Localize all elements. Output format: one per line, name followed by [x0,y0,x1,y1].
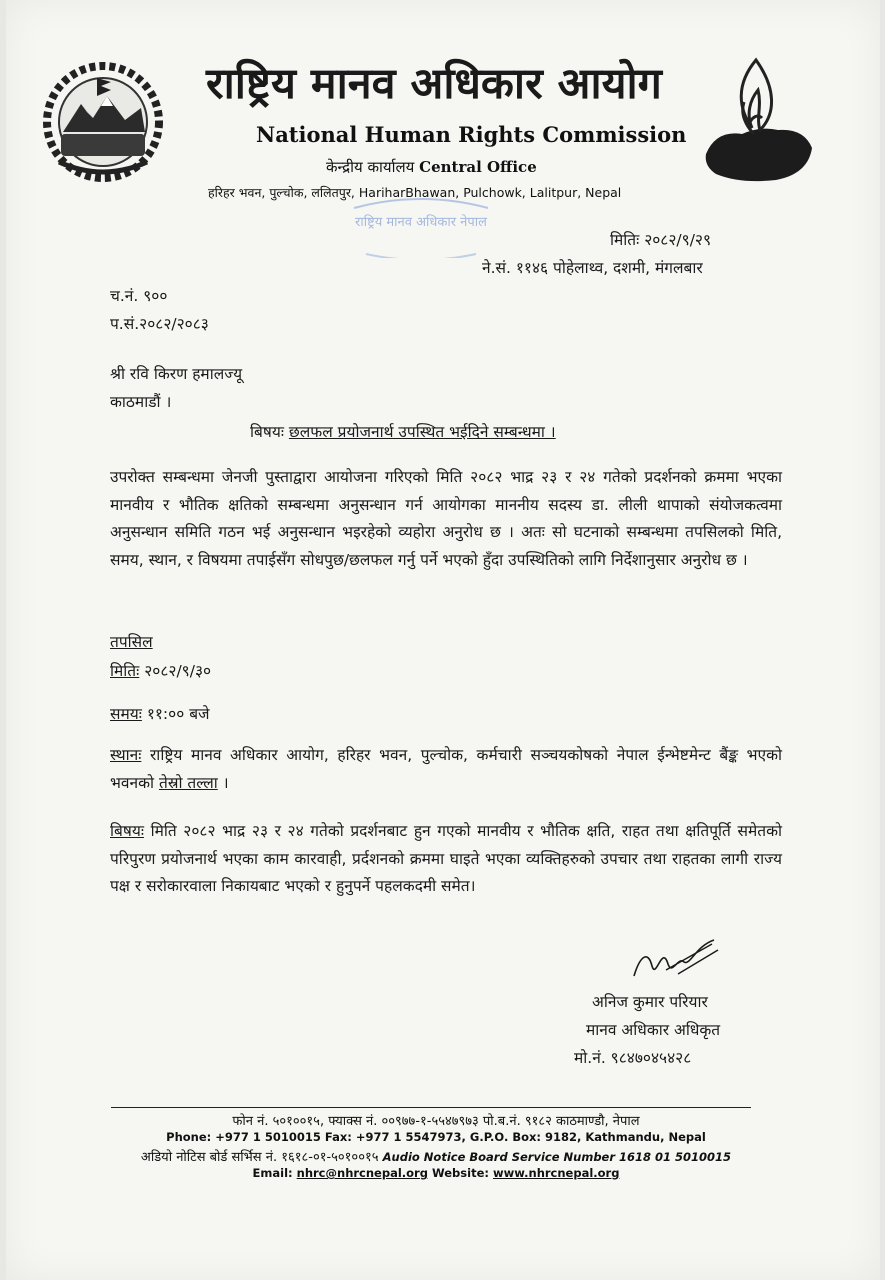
signatory-mobile: मो.नं. ९८४७०४५४२८ [574,1049,692,1067]
schedule-place-floor: तेस्रो तल्ला [158,773,218,792]
letter-date: मितिः २०८२/९/२९ [610,231,712,249]
letter-sheet [6,0,880,1280]
schedule-place [110,742,782,797]
signature-icon [626,936,722,984]
office-stamp [346,196,496,258]
schedule-time-value: ११:०० बजे [146,705,210,723]
footer-email-link[interactable]: nhrc@nhrcnepal.org [296,1166,428,1180]
recipient-place: काठमाडौं । [110,393,172,411]
schedule-date-label: मितिः [110,662,140,680]
subject-line [250,420,556,442]
stamp-text: राष्ट्रिय मानव अधिकार नेपाल [355,215,487,230]
footer-audio-english: Audio Notice Board Service Number 1618 01 5010015 [382,1150,732,1164]
schedule-subject-value: मिति २०८२ भाद्र २३ र २४ गतेको प्रदर्शनबाट हुन गएको मानवीय र भौतिक क्षति, राहत तथा क्षतिपूर्ति समेतको परिपुरण प्रयोजनार्थ भएका काम कारवाही, प्रर्दशनको क्रममा घाइते भएका व्यक्तिहरुको उपचार तथा राहतका लागी राज्य पक्ष र सरोकारवाला निकायबाट भएको र हुनुपर्ने पहलकदमी समेत। [110,822,782,895]
schedule-subject [110,818,782,901]
recipient-name: श्री रवि किरण हमालज्यू [110,365,243,383]
schedule-subject-label: बिषयः [110,822,144,840]
schedule-time [110,702,210,724]
schedule-time-label: समयः [110,705,142,723]
dispatch-number: च.नं. ९०० [110,287,168,305]
signatory-name: अनिज कुमार परियार [592,993,708,1011]
footer-website-label: Website: [431,1166,489,1180]
footer-phone-english: Phone: +977 1 5010015 Fax: +977 1 5547973, G.P.O. Box: 9182, Kathmandu, Nepal [166,1130,706,1144]
letter-number: प.सं.२०८२/२०८३ [110,315,209,333]
address-nepali: हरिहर भवन, पुल्चोक, ललितपुर, [208,185,355,200]
address-english: HariharBhawan, Pulchowk, Lalitpur, Nepal [358,185,622,200]
schedule-heading: तपसिल [110,633,153,651]
footer-audio-nepali: अडियो नोटिस बोर्ड सर्भिस नं. १६१८-०१-५०१००१५ [140,1150,379,1165]
footer-contact [106,1166,766,1180]
subject-text: छलफल प्रयोजनार्थ उपस्थित भईदिने सम्बन्धमा । [288,423,556,441]
schedule-place-label: स्थानः [110,746,142,764]
schedule-date-value: २०८२/९/३० [144,662,212,680]
nepal-sambat-date: ने.सं. ११४६ पोहेलाथ्व, दशमी, मंगलबार [482,259,703,277]
schedule-place-value: राष्ट्रिय मानव अधिकार आयोग, हरिहर भवन, पुल्चोक, कर्मचारी सञ्चयकोषको नेपाल ईन्भेष्टमेन्ट बैंङ्क भएको भवनको [110,746,782,792]
signatory-designation: मानव अधिकार अधिकृत [586,1021,721,1039]
nepal-emblem-icon [41,62,165,182]
footer-divider [111,1107,751,1108]
nhrc-flame-logo-icon [696,56,818,186]
subject-label: बिषयः [250,423,284,441]
commission-name-english: National Human Rights Commission [256,122,687,147]
office-nepali: केन्द्रीय कार्यालय [326,158,415,176]
footer-phone-nepali: फोन नं. ५०१००१५, फ्याक्स नं. ००९७७-१-५५४७९७३ पो.ब.नं. ९१८२ काठमाण्डौ, नेपाल [232,1114,640,1129]
body-paragraph: उपरोक्त सम्बन्धमा जेनजी पुस्ताद्वारा आयोजना गरिएको मिति २०८२ भाद्र २३ र २४ गतेको प्रदर्शनको क्रममा भएका मानवीय र भौतिक क्षतिको सम्बन्धमा अनुसन्धान गर्न आयोगका माननीय सदस्य डा. लीली थापाको संयोजकत्वमा अनुसन्धान समिति गठन भई अनुसन्धान भइरहेको व्यहोरा अनुरोध छ । अतः सो घटनाको सम्बन्धमा तपसिलको मिति, समय, स्थान, र विषयमा तपाईसँग सोधपुछ/छलफल गर्नु पर्ने भएको हुँदा उपस्थितिको लागि निर्देशानुसार अनुरोध छ । [110,468,782,569]
footer-email-label: Email: [252,1166,293,1180]
office-english: Central Office [419,158,537,176]
schedule-date [110,659,211,681]
schedule-place-end: । [222,773,229,792]
footer-website-link[interactable]: www.nhrcnepal.org [493,1166,620,1180]
commission-name-nepali: राष्ट्रिय मानव अधिकार आयोग [206,59,662,109]
footer-audio-notice [106,1147,766,1165]
office-line [326,157,537,177]
